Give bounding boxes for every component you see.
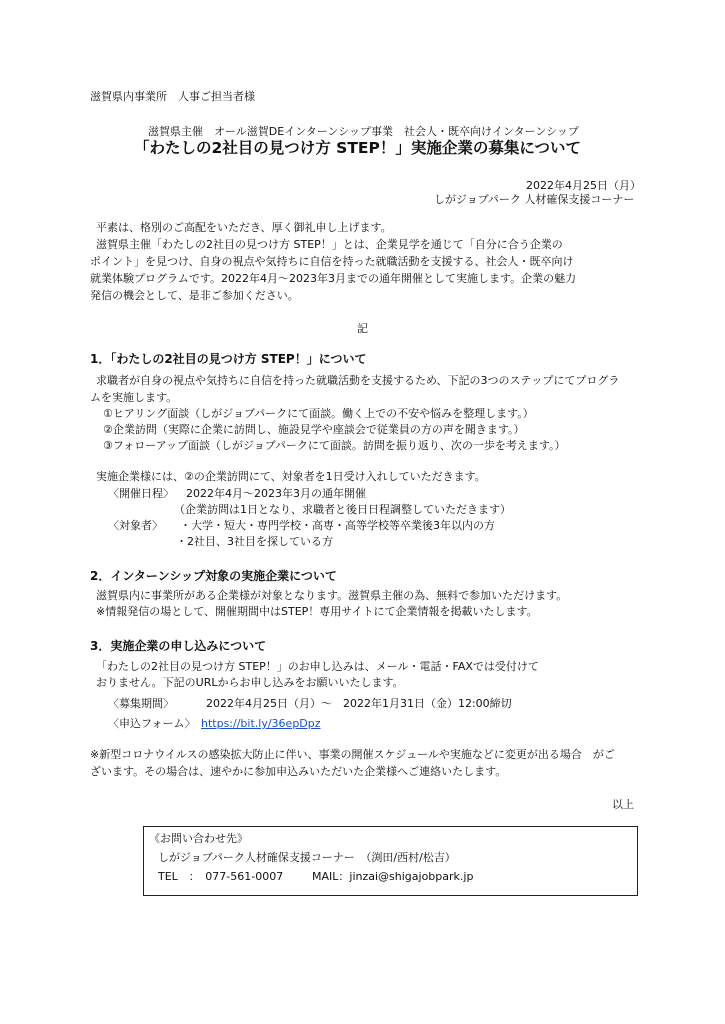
ki-marker: 記 [357, 322, 368, 335]
target-line-1: ・大学・短大・専門学校・高専・高等学校等卒業後3年以内の方 [180, 519, 495, 532]
section3-line-2: おりません。下記のURLからお申し込みをお願いいたします。 [96, 676, 404, 689]
step-3: ③フォローアップ面談（しがジョブパークにて面談。訪問を振り返り、次の一歩を考えます。） [103, 439, 566, 452]
schedule-value: 2022年4月～2023年3月の通年開催 [186, 487, 366, 500]
contact-tel: TEL ： 077-561-0007 [158, 870, 284, 883]
intro-line-5: 発信の機会として、是非ご参加ください。 [90, 289, 299, 302]
section2-line-1: 滋賀県内に事業所がある企業様が対象となります。滋賀県主催の為、無料で参加いただけます。 [96, 589, 568, 602]
schedule-label: 〈開催日程〉 [108, 487, 174, 500]
issue-date: 2022年4月25日（月） [526, 179, 641, 192]
notice-line-1: ※新型コロナウイルスの感染拡大防止に伴い、事業の開催スケジュールや実施などに変更が出る場合 がご [90, 748, 615, 761]
section3-heading: 3．実施企業の申し込みについて [90, 639, 267, 653]
step-2: ②企業訪問（実際に企業に訪問し、施設見学や座談会で従業員の方の声を聞きます。） [103, 423, 525, 436]
subtitle: 滋賀県主催 オール滋賀DEインターンシップ事業 社会人・既卒向けインターンシップ [148, 125, 579, 138]
form-label: 〈申込フォーム〉 [108, 717, 196, 730]
intro-line-3: ポイント」を見つけ、自身の視点や気持ちに自信を持った就職活動を支援する、社会人・既卒向け [90, 255, 574, 268]
form-link[interactable]: https://bit.ly/36epDpz [201, 717, 321, 730]
page-title: 「わたしの2社目の見つけ方 STEP！」実施企業の募集について [134, 139, 582, 157]
target-line-2: ・2社目、3社目を探している方 [176, 535, 333, 548]
closing: 以上 [612, 798, 634, 811]
intro-line-2: 滋賀県主催「わたしの2社目の見つけ方 STEP！」とは、企業見学を通じて「自分に合う企業の [96, 238, 563, 251]
contact-title: 《お問い合わせ先》 [149, 832, 248, 845]
contact-org: しがジョブパーク人材確保支援コーナー （渕田/西村/松吉） [158, 851, 456, 864]
schedule-note: （企業訪問は1日となり、求職者と後日日程調整していただきます） [174, 503, 511, 516]
section2-line-2: ※情報発信の場として、開催期間中はSTEP！専用サイトにて企業情報を掲載いたします。 [96, 605, 538, 618]
section1-heading: 1．「わたしの2社目の見つけ方 STEP！」について [90, 352, 367, 366]
section1-lead-1: 求職者が自身の視点や気持ちに自信を持った就職活動を支援するため、下記の3つのステップにてプログラ [96, 374, 620, 387]
period-label: 〈募集期間〉 [108, 697, 174, 710]
period-value: 2022年4月25日（月）～ 2022年1月31日（金）12:00締切 [206, 697, 512, 710]
addressee: 滋賀県内事業所 人事ご担当者様 [90, 90, 255, 103]
target-label: 〈対象者〉 [108, 519, 163, 532]
section2-heading: 2．インターンシップ対象の実施企業について [90, 569, 337, 583]
section1-lead-2: ムを実施します。 [90, 391, 178, 404]
sender: しがジョブパーク 人材確保支援コーナー [434, 193, 635, 206]
section3-line-1: 「わたしの2社目の見つけ方 STEP！」のお申し込みは、メール・電話・FAXでは受付けて [96, 660, 539, 673]
intro-line-4: 就業体験プログラムです。2022年4月～2023年3月までの通年開催として実施します。企業の魅力 [90, 272, 577, 285]
accept-text: 実施企業様には、②の企業訪問にて、対象者を1日受け入れしていただきます。 [96, 470, 486, 483]
step-1: ①ヒアリング面談（しがジョブパークにて面談。働く上での不安や悩みを整理します。） [103, 407, 534, 420]
contact-mail: MAIL：jinzai@shigajobpark.jp [312, 870, 474, 883]
notice-line-2: ざいます。その場合は、速やかに参加申込みいただいた企業様へご連絡いたします。 [90, 765, 507, 778]
intro-line-1: 平素は、格別のご高配をいただき、厚く御礼申し上げます。 [96, 221, 392, 234]
